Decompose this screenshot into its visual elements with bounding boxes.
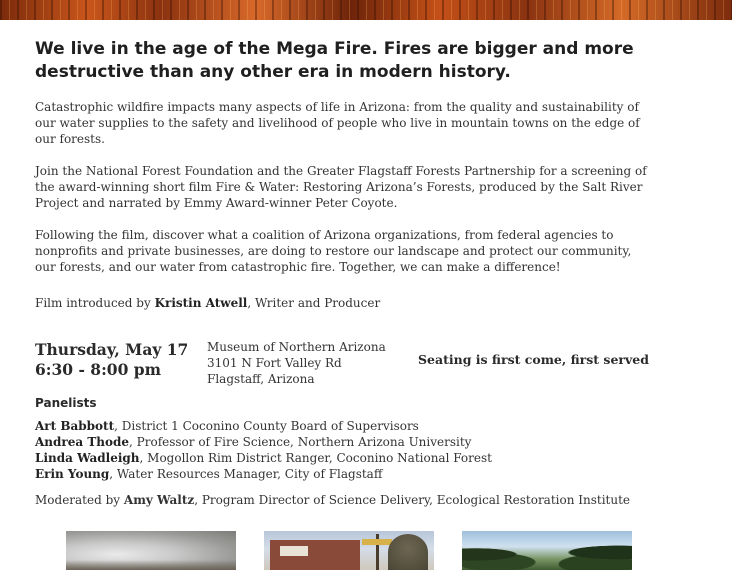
moderator-suffix: , Program Director of Science Delivery, Ecological Restoration Institute bbox=[194, 493, 631, 507]
venue-street: 3101 N Fort Valley Rd bbox=[207, 356, 342, 370]
intro-suffix: , Writer and Producer bbox=[247, 296, 381, 310]
panelist-item bbox=[35, 434, 492, 450]
moderator-prefix: Moderated by bbox=[35, 493, 124, 507]
venue-city: Flagstaff, Arizona bbox=[207, 372, 315, 386]
moderator-line bbox=[35, 492, 630, 508]
seating-note: Seating is first come, first served bbox=[418, 352, 649, 367]
panelist-role: , Water Resources Manager, City of Flagstaff bbox=[109, 467, 383, 481]
event-time: 6:30 - 8:00 pm bbox=[35, 360, 162, 379]
panelist-name: Erin Young bbox=[35, 467, 110, 481]
panelist-item bbox=[35, 466, 492, 482]
intro-prefix: Film introduced by bbox=[35, 296, 155, 310]
panelist-item bbox=[35, 418, 492, 434]
panelist-name: Art Babbott bbox=[35, 419, 115, 433]
panelist-role: , Professor of Fire Science, Northern Arizona University bbox=[129, 435, 472, 449]
event-date: Thursday, May 17 bbox=[35, 340, 189, 359]
panelist-name: Linda Wadleigh bbox=[35, 451, 140, 465]
forest-fire-banner-image bbox=[0, 0, 732, 20]
pine-trees-shape bbox=[462, 531, 632, 570]
panelist-name: Andrea Thode bbox=[35, 435, 130, 449]
headline: We live in the age of the Mega Fire. Fires are bigger and more destructive than any other era in modern history. bbox=[35, 39, 634, 82]
event-datetime bbox=[35, 340, 188, 380]
panelists-heading: Panelists bbox=[35, 396, 97, 410]
paragraph-wildfire-impacts: Catastrophic wildfire impacts many aspects of life in Arizona: from the quality and sustainability of our water supplies to the safety and livelihood of people who live in mountain towns on the edge of our forests. bbox=[35, 100, 640, 146]
event-location bbox=[207, 339, 386, 387]
moderator-name: Amy Waltz bbox=[123, 493, 195, 507]
panelist-role: , Mogollon Rim District Ranger, Coconino National Forest bbox=[139, 451, 492, 465]
venue-name: Museum of Northern Arizona bbox=[207, 340, 386, 354]
street-sign-shape bbox=[362, 539, 392, 545]
panelist-role: , District 1 Coconino County Board of Supervisors bbox=[114, 419, 419, 433]
building-shape bbox=[270, 540, 360, 570]
tree-shape bbox=[388, 534, 428, 570]
panelists-list bbox=[35, 418, 492, 482]
film-introduction bbox=[35, 295, 380, 311]
downtown-street-photo bbox=[264, 531, 434, 570]
panelist-item bbox=[35, 450, 492, 466]
paragraph-film-screening: Join the National Forest Foundation and the Greater Flagstaff Forests Partnership for a screening of the award-winning short film Fire & Water: Restoring Arizona’s Forests, produced by the Salt River Project and narrated by Emmy Award-winner Peter Coyote. bbox=[35, 164, 647, 210]
intro-name: Kristin Atwell bbox=[154, 296, 248, 310]
forest-valley-photo bbox=[462, 531, 632, 570]
paragraph-coalition: Following the film, discover what a coalition of Arizona organizations, from federal agencies to nonprofits and private businesses, are doing to restore our landscape and protect our community, our forests, and our water from catastrophic fire. Together, we can make a difference! bbox=[35, 228, 632, 274]
smoke-plume-photo bbox=[66, 531, 236, 570]
